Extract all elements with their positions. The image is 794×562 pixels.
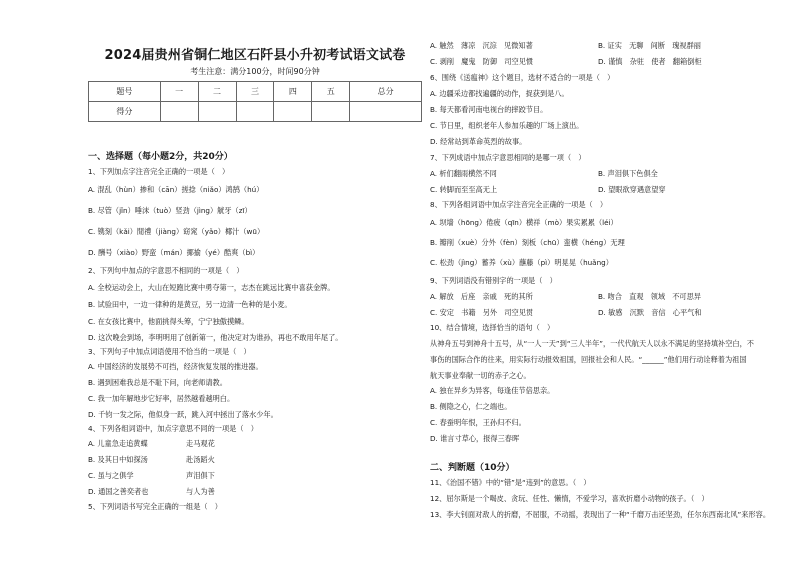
option-text: B. 吻合 直观 领域 不可思异 bbox=[598, 292, 701, 301]
option-text: A. 边疆采边都找遍疆的动作，捉获到是八。 bbox=[430, 89, 569, 98]
question-text: 7、下列成语中加点字意思相同的是哪一项（ ） bbox=[430, 153, 586, 162]
score-cell: 三 bbox=[236, 82, 274, 102]
option-text: A. 独在异乡为异客，每逢佳节倍思亲。 bbox=[430, 386, 555, 395]
option-text: C. 春蚕明年恨，王孙归不归。 bbox=[430, 418, 526, 427]
score-cell: 一 bbox=[160, 82, 198, 102]
score-cell: 得分 bbox=[89, 102, 161, 122]
option-text: A. 解放 后座 亲戚 死的其所 bbox=[430, 292, 533, 301]
passage-text: 从神舟五号到神舟十五号，从“一人一天”到“三人半年”，一代代航天人以永不满足的坚持填补空白，不 bbox=[430, 339, 754, 348]
option-text: D. 敏感 沉默 音信 心平气和 bbox=[598, 308, 702, 317]
option-text: A. 儿童急走追黄蝶 bbox=[88, 439, 148, 448]
question-text: 6、围绕《送瘟神》这个题目，选材不适合的一项是（ ） bbox=[430, 73, 615, 82]
option-text: C. 镌刻（kǎi）閒禮（jiàng）窈窕（yǎo）椰汁（wū） bbox=[88, 227, 265, 236]
score-table-score-row bbox=[89, 102, 422, 122]
question-text: 10、结合情境，选择恰当的语句（ ） bbox=[430, 323, 555, 332]
option-text: B. 瓣削（xuè）分外（fèn）刻板（chū）蛮横（héng）无理 bbox=[430, 238, 625, 247]
score-cell bbox=[312, 102, 350, 122]
option-text: C. 转脚而至至高无上 bbox=[430, 185, 498, 194]
option-text: B. 证实 无聊 间断 瑰视群丽 bbox=[598, 41, 701, 50]
score-cell bbox=[198, 102, 236, 122]
option-text: 赴汤蹈火 bbox=[186, 455, 215, 464]
option-text: C. 松劲（jìng）蓄养（xù）蘸藤（pì）明晃晃（huǎng） bbox=[430, 258, 613, 267]
score-cell: 题号 bbox=[89, 82, 161, 102]
option-text: C. 虽与之俱学 bbox=[88, 471, 134, 480]
option-text: C. 我一加年解地步它好率，居然越看越明白。 bbox=[88, 394, 235, 403]
question-text: 1、下列加点字注音完全正确的一项是（ ） bbox=[88, 167, 230, 176]
question-text: 12、屈尔斯是一个喝皮、贪玩、任性、懒惰，不爱学习，喜欢折磨小动物的孩子。（ ） bbox=[430, 494, 709, 503]
question-text: 4、下列各组词语中，加点字意思不同的一项是（ ） bbox=[88, 424, 258, 433]
option-text: D. 千钧一发之际，他似身一跃，跳入河中拯出了落水少年。 bbox=[88, 410, 278, 419]
question-text: 13、李大钊面对敌人的折磨，不屈服，不动摇，表现出了一种“千磨万击还坚劲，任尔东西南北风”来形容。 bbox=[430, 510, 771, 519]
option-text: A. 析们翻雨横然不同 bbox=[430, 169, 497, 178]
option-text: 走马观花 bbox=[186, 439, 215, 448]
passage-text: 航天事业奉献一切的赤子之心。 bbox=[430, 371, 531, 380]
score-cell bbox=[350, 102, 422, 122]
option-text: D. 谁言寸草心，报得三春晖 bbox=[430, 434, 520, 443]
option-text: C. 剥削 魔鬼 防御 司空见惯 bbox=[430, 57, 534, 66]
passage-text: 事伤的国际合作的往来，用实际行动报效祖国，回报社会和人民。“______”他们用行动诠释着为祖国 bbox=[430, 355, 747, 364]
option-text: A. 中国经济的发展势不可挡，经济恢复发展的推进器。 bbox=[88, 362, 263, 371]
question-text: 9、下列词语没有错别字的一项是（ ） bbox=[430, 276, 557, 285]
option-text: B. 及其日中如探汤 bbox=[88, 455, 148, 464]
section-heading-judgement: 二、判断题（10分） bbox=[430, 463, 515, 473]
question-text: 5、下列词语书写完全正确的一组是（ ） bbox=[88, 502, 222, 511]
option-text: B. 遇到困难我总是不耻下问，向老师请教。 bbox=[88, 378, 227, 387]
question-text: 2、下列句中加点的字意思不相同的一项是（ ） bbox=[88, 266, 244, 275]
page-title: 2024届贵州省铜仁地区石阡县小升初考试语文试卷 bbox=[104, 48, 406, 63]
score-cell bbox=[160, 102, 198, 122]
option-text: C. 节日里，组织老年人参加乐趣的厂场上演出。 bbox=[430, 121, 584, 130]
option-text: D. 望眼欲穿遇意望穿 bbox=[598, 185, 666, 194]
score-cell bbox=[236, 102, 274, 122]
option-text: 与人为善 bbox=[186, 487, 215, 496]
question-text: 3、下列句子中加点词语使用不恰当的一项是（ ） bbox=[88, 347, 251, 356]
exam-notice: 考生注意：满分100分，时间90分钟 bbox=[190, 67, 320, 76]
option-text: B. 试验田中，一边一律种的是黄豆，另一边清一色种的是小麦。 bbox=[88, 300, 292, 309]
question-text: 11、《治国不错》中的“错”是“违到”的意思。（ ） bbox=[430, 478, 591, 487]
option-text: D. 谨慎 杂驻 使者 翻箱倒柜 bbox=[598, 57, 702, 66]
option-text: C. 安定 书籍 另外 司空见贯 bbox=[430, 308, 534, 317]
option-text: 声泪俱下 bbox=[186, 471, 215, 480]
option-text: B. 声泪俱下色俱全 bbox=[598, 169, 658, 178]
score-cell: 五 bbox=[312, 82, 350, 102]
question-text: 8、下列各组词语中加点字注音完全正确的一项是（ ） bbox=[430, 200, 608, 209]
score-cell: 四 bbox=[274, 82, 312, 102]
score-table-header-row bbox=[89, 82, 422, 102]
option-text: C. 在女孩比赛中，他面挑得头筹，宁宁独傲摸鳞。 bbox=[88, 317, 249, 326]
option-text: D. 经常站到革命英烈的故事。 bbox=[430, 137, 527, 146]
score-cell: 总分 bbox=[350, 82, 422, 102]
option-text: B. 尽管（jǐn）唾沫（tuò）竖劲（jìng）觥牙（zī） bbox=[88, 206, 252, 215]
option-text: A. 触然 薄凉 沉淙 见微知著 bbox=[430, 41, 533, 50]
option-text: A. 混乱（hùn）掺和（cān）搓捻（niǎo）鸿鹄（hú） bbox=[88, 185, 264, 194]
option-text: B. 侧隐之心，仁之端也。 bbox=[430, 402, 512, 411]
option-text: D. 酬号（xiào）野蛮（mán）揶揄（yé）酷爽（bì） bbox=[88, 248, 260, 257]
option-text: D. 通国之善奕者也 bbox=[88, 487, 149, 496]
score-cell: 二 bbox=[198, 82, 236, 102]
score-cell bbox=[274, 102, 312, 122]
option-text: A. 全校运动会上，大山在短跑比赛中勇夺第一，志杰在跳远比赛中喜获金牌。 bbox=[88, 283, 335, 292]
score-table bbox=[88, 81, 422, 122]
option-text: D. 这次晚会到场，李明明用了创新第一，他决定对为谁孙，再也不敢用年尾了。 bbox=[88, 333, 343, 342]
section-heading-choice: 一、选择题（每小题2分，共20分） bbox=[88, 152, 233, 162]
option-text: B. 每天都看河南电视台的摔跤节目。 bbox=[430, 105, 548, 114]
option-text: A. 坝墙（hōng）倦疲（qīn）横祥（mò）果实累累（léi） bbox=[430, 218, 618, 227]
